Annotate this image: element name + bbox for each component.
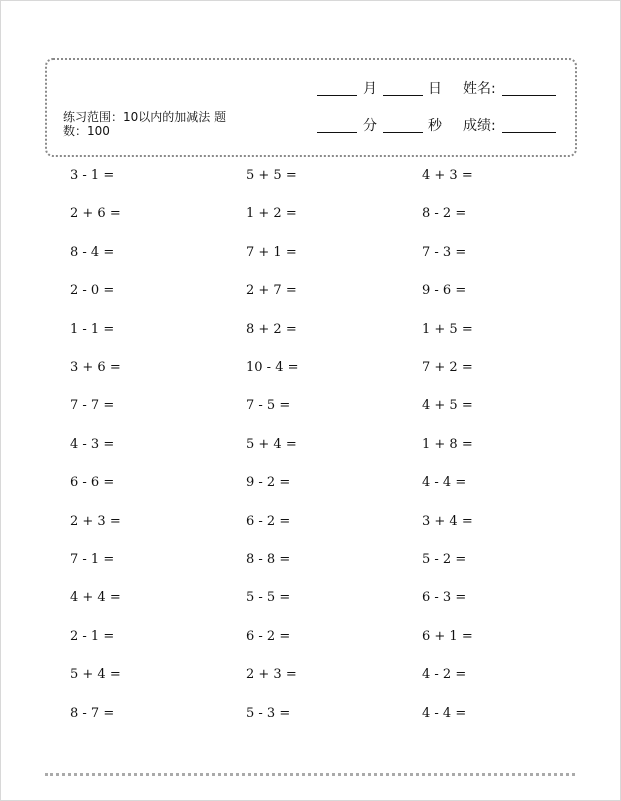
problem-item: 5 + 5 = — [246, 168, 297, 183]
problem-item: 4 - 4 = — [422, 706, 467, 721]
problem-item: 6 - 2 = — [246, 514, 291, 529]
problem-item: 4 + 5 = — [422, 398, 473, 413]
problem-item: 1 - 1 = — [70, 322, 115, 337]
problem-item: 6 - 3 = — [422, 590, 467, 605]
problem-item: 7 + 1 = — [246, 245, 297, 260]
name-label: 姓名: — [463, 81, 496, 97]
problem-item: 2 + 7 = — [246, 283, 297, 298]
problem-item: 9 - 6 = — [422, 283, 467, 298]
problem-item: 1 + 5 = — [422, 322, 473, 337]
problem-item: 7 - 3 = — [422, 245, 467, 260]
problem-item: 8 - 7 = — [70, 706, 115, 721]
problem-item: 2 - 1 = — [70, 629, 115, 644]
month-label: 月 — [363, 81, 377, 97]
exercise-info — [63, 110, 243, 138]
problem-item: 7 - 1 = — [70, 552, 115, 567]
problem-item: 2 - 0 = — [70, 283, 115, 298]
problem-item: 4 - 2 = — [422, 667, 467, 682]
problem-item: 5 - 5 = — [246, 590, 291, 605]
problem-item: 2 + 3 = — [246, 667, 297, 682]
problem-item: 8 - 4 = — [70, 245, 115, 260]
day-blank[interactable] — [383, 79, 423, 96]
problem-item: 6 - 2 = — [246, 629, 291, 644]
problem-item: 3 + 6 = — [70, 360, 121, 375]
score-blank[interactable] — [502, 116, 556, 133]
name-blank[interactable] — [502, 79, 556, 96]
date-name-row — [47, 79, 575, 101]
problem-item: 2 + 6 = — [70, 206, 121, 221]
problem-item: 4 + 4 = — [70, 590, 121, 605]
problem-item: 9 - 2 = — [246, 475, 291, 490]
day-label: 日 — [428, 81, 442, 97]
problem-item: 5 - 3 = — [246, 706, 291, 721]
problem-item: 7 + 2 = — [422, 360, 473, 375]
problem-item: 1 + 8 = — [422, 437, 473, 452]
footer-divider — [45, 773, 575, 776]
problem-item: 7 - 5 = — [246, 398, 291, 413]
second-label: 秒 — [428, 118, 442, 134]
problem-item: 3 - 1 = — [70, 168, 115, 183]
problem-item: 8 + 2 = — [246, 322, 297, 337]
score-label: 成绩: — [463, 118, 496, 134]
count-text: 数：100 — [63, 124, 110, 138]
minute-label: 分 — [363, 118, 377, 134]
problem-item: 7 - 7 = — [70, 398, 115, 413]
problem-item: 4 - 4 = — [422, 475, 467, 490]
problem-item: 5 - 2 = — [422, 552, 467, 567]
problem-item: 8 - 8 = — [246, 552, 291, 567]
month-blank[interactable] — [317, 79, 357, 96]
worksheet-header — [45, 58, 577, 157]
problem-item: 1 + 2 = — [246, 206, 297, 221]
problem-item: 4 - 3 = — [70, 437, 115, 452]
problem-item: 10 - 4 = — [246, 360, 299, 375]
problem-item: 4 + 3 = — [422, 168, 473, 183]
problem-item: 5 + 4 = — [70, 667, 121, 682]
problem-item: 5 + 4 = — [246, 437, 297, 452]
problem-item: 8 - 2 = — [422, 206, 467, 221]
problem-item: 3 + 4 = — [422, 514, 473, 529]
problem-item: 2 + 3 = — [70, 514, 121, 529]
problem-item: 6 + 1 = — [422, 629, 473, 644]
problem-item: 6 - 6 = — [70, 475, 115, 490]
second-blank[interactable] — [383, 116, 423, 133]
minute-blank[interactable] — [317, 116, 357, 133]
range-text: 练习范围：10以内的加减法 题 — [63, 110, 227, 124]
